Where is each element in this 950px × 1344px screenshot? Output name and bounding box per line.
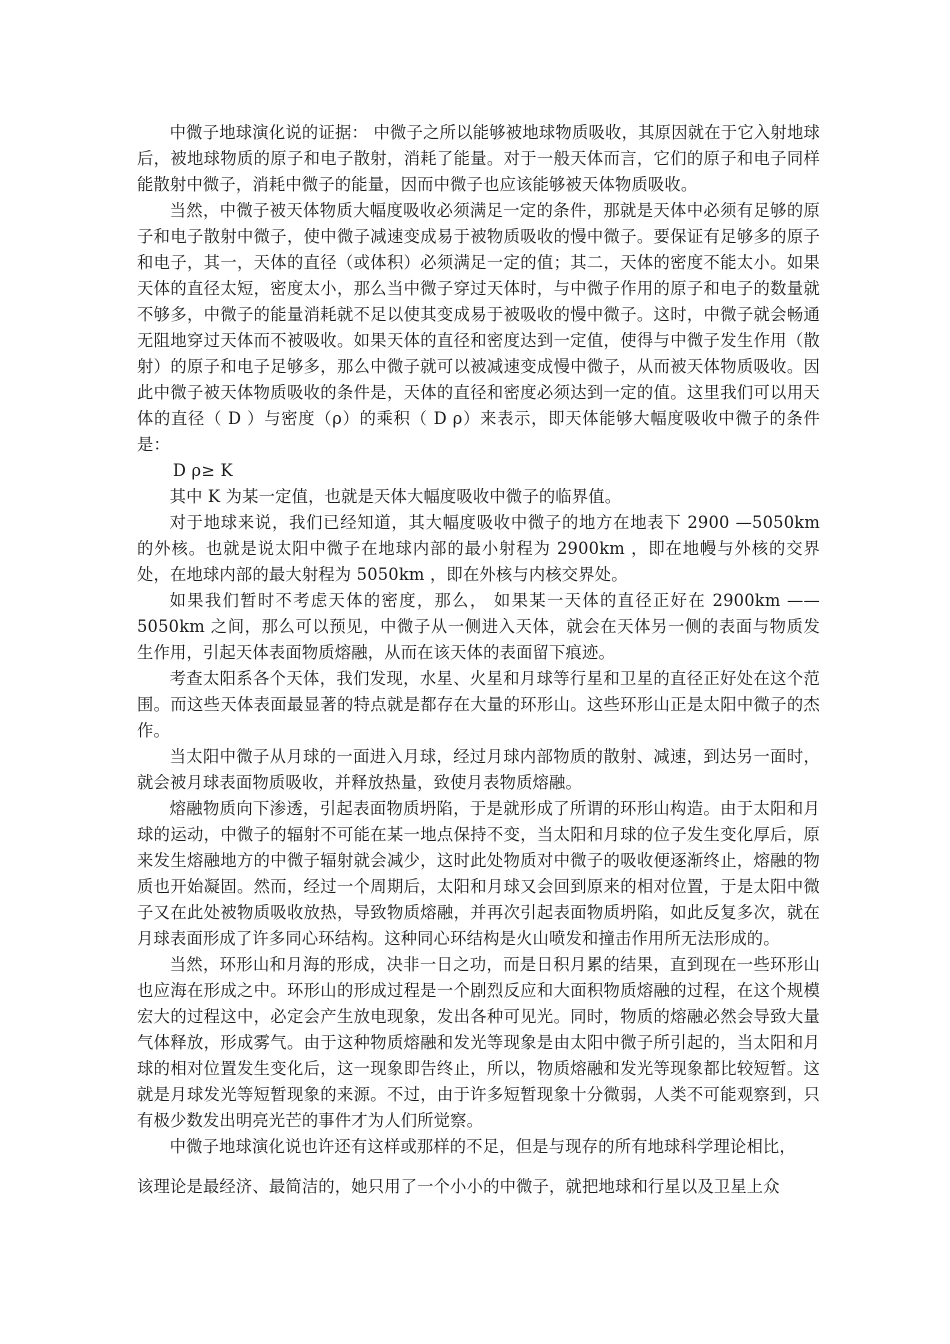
paragraph-crater-formation: 熔融物质向下渗透，引起表面物质坍陷，于是就形成了所谓的环形山构造。由于太阳和月球的运动，中微子的辐射不可能在某一地点保持不变，当太阳和月球的位子发生变化厚后，原来发生熔融地方的中微子辐射就会减少，这时此处物质对中微子的吸收便逐渐终止，熔融的物质也开始凝固。然而，经过一个周期后，太阳和月球又会回到原来的相对位置，于是太阳中微子又在此处被物质吸收放热，导致物质熔融，并再次引起表面物质坍陷，如此反复多次，就在月球表面形成了许多同心环结构。这种同心环结构是火山喷发和撞击作用所无法形成的。 xyxy=(137,799,820,948)
paragraph-diameter-prediction: 如果我们暂时不考虑天体的密度，那么， 如果某一天体的直径正好在 2900km ——5050km 之间，那么可以预见，中微子从一侧进入天体，就会在天体另一侧的表面与物质发生作用，引起天体表面物质熔融，从而在该天体的表面留下痕迹。 xyxy=(137,591,820,662)
paragraph-moon-melting: 当太阳中微子从月球的一面进入月球，经过月球内部物质的散射、减速，到达另一面时，就会被月球表面物质吸收，并释放热量，致使月表物质熔融。 xyxy=(137,747,820,792)
paragraph-evidence-intro: 中微子地球演化说的证据： 中微子之所以能够被地球物质吸收，其原因就在于它入射地球后，被地球物质的原子和电子散射，消耗了能量。对于一般天体而言，它们的原子和电子同样能散射中微子，消耗中微子的能量，因而中微子也应该能够被天体物质吸收。 xyxy=(137,123,820,194)
paragraph-theory-simplicity: 该理论是最经济、最简洁的，她只用了一个小小的中微子，就把地球和行星以及卫星上众 xyxy=(137,1177,780,1196)
paragraph-absorption-conditions: 当然，中微子被天体物质大幅度吸收必须满足一定的条件，那就是天体中必须有足够的原子和电子散射中微子，使中微子减速变成易于被物质吸收的慢中微子。要保证有足够多的原子和电子，其一，天体的直径（或体积）必须满足一定的值；其二，天体的密度不能太小。如果天体的直径太短，密度太小，那么当中微子穿过天体时，与中微子作用的原子和电子的数量就不够多，中微子的能量消耗就不足以使其变成易于被吸收的慢中微子。这时，中微子就会畅通无阻地穿过天体而不被吸收。如果天体的直径和密度达到一定值，使得与中微子发生作用（散射）的原子和电子足够多，那么中微子就可以被减速变成慢中微子，从而被天体物质吸收。因此中微子被天体物质吸收的条件是，天体的直径和密度必须达到一定的值。这里我们可以用天体的直径（ D ）与密度（ρ）的乘积（ D ρ）来表示，即天体能够大幅度吸收中微子的条件是： xyxy=(137,201,820,454)
document-body xyxy=(137,120,820,1200)
paragraph-transient-phenomena: 当然，环形山和月海的形成，决非一日之功，而是日积月累的结果，直到现在一些环形山也应海在形成之中。环形山的形成过程是一个剧烈反应和大面积物质熔融的过程，在这个规模宏大的过程这中，必定会产生放电现象，发出各种可见光。同时，物质的熔融必然会导致大量气体释放，形成雾气。由于这种物质熔融和发光等现象是由太阳中微子所引起的，当太阳和月球的相对位置发生变化后，这一现象即告终止，所以，物质熔融和发光等现象都比较短暂。这就是月球发光等短暂现象的来源。不过，由于许多短暂现象十分微弱，人类不可能观察到，只有极少数发出明亮光芒的事件才为人们所觉察。 xyxy=(137,955,820,1130)
paragraph-earth-range: 对于地球来说，我们已经知道，其大幅度吸收中微子的地方在地表下 2900 —5050km 的外核。也就是说太阳中微子在地球内部的最小射程为 2900km ，即在地幔与外核的交界处，在地球内部的最大射程为 5050km ，即在外核与内核交界处。 xyxy=(137,513,820,584)
formula-absorption-condition: D ρ≥ K xyxy=(172,461,233,480)
paragraph-theory-comparison: 中微子地球演化说也许还有这样或那样的不足，但是与现存的所有地球科学理论相比， xyxy=(169,1137,796,1156)
paragraph-solar-system-craters: 考查太阳系各个天体，我们发现，水星、火星和月球等行星和卫星的直径正好处在这个范围。而这些天体表面最显著的特点就是都存在大量的环形山。这些环形山正是太阳中微子的杰作。 xyxy=(137,669,820,740)
paragraph-critical-value: 其中 K 为某一定值，也就是天体大幅度吸收中微子的临界值。 xyxy=(169,487,622,506)
